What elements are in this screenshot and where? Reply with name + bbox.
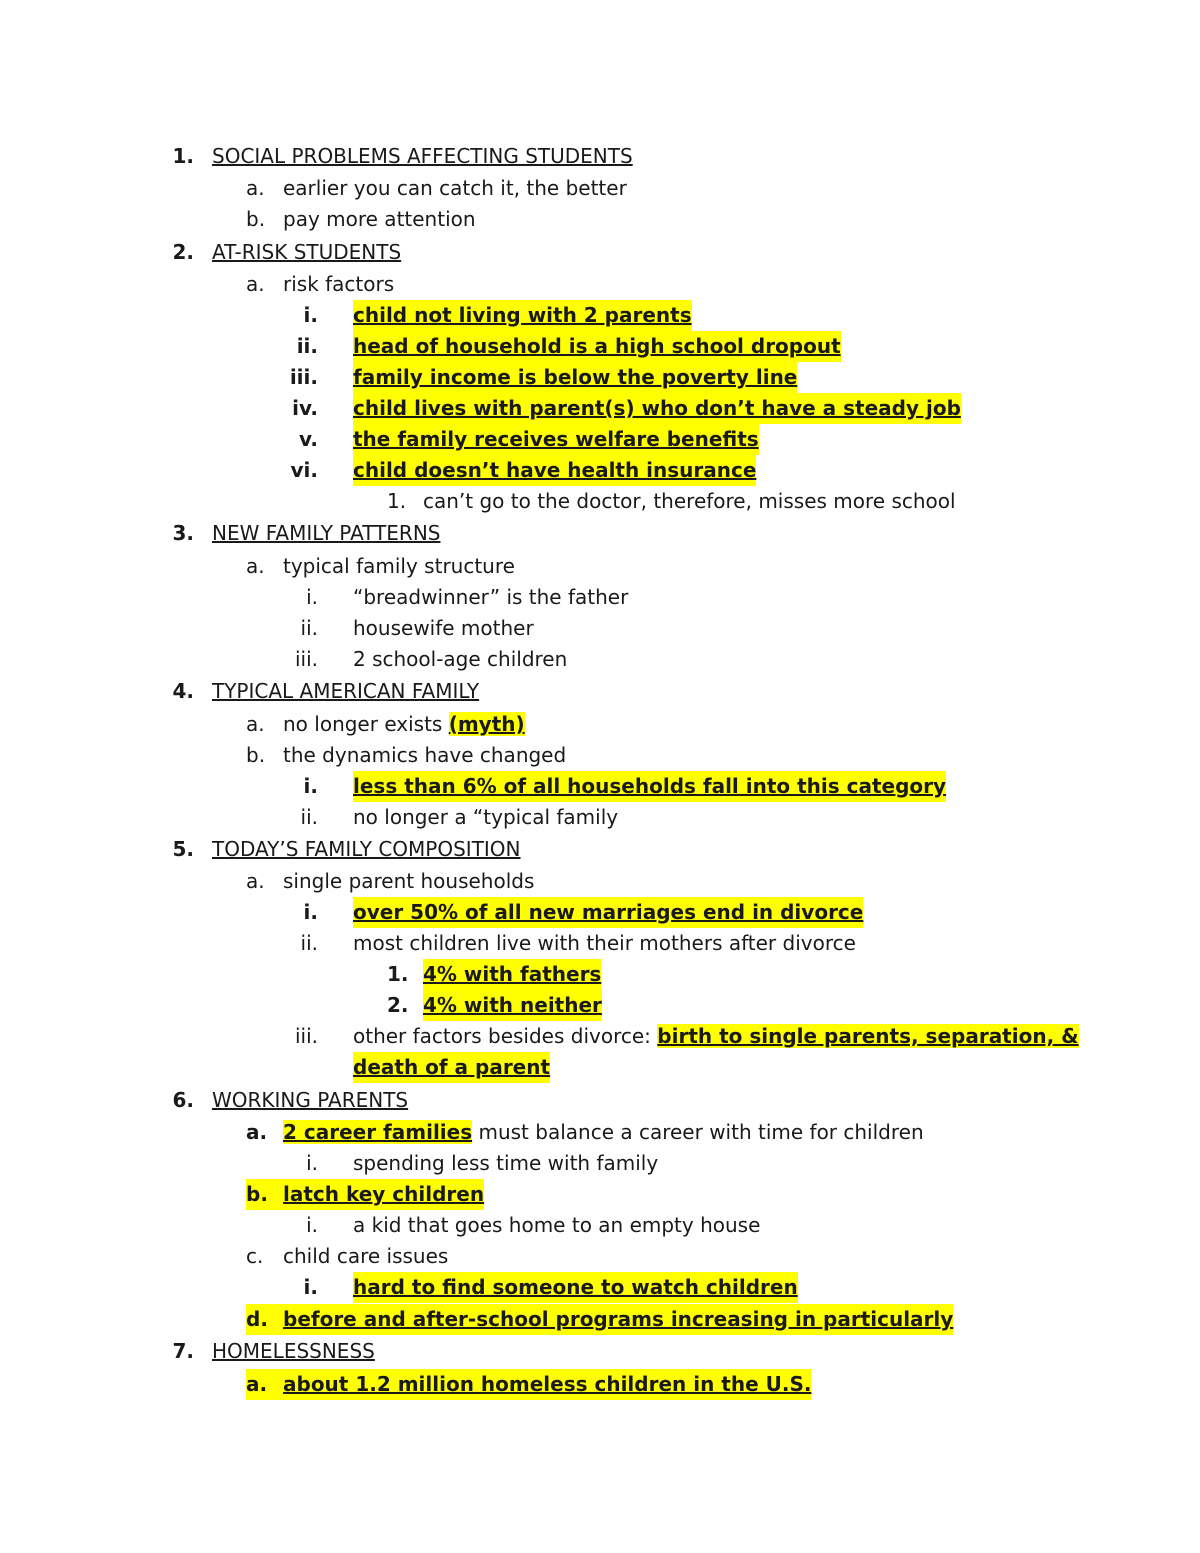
section-title: TODAY’S FAMILY COMPOSITION	[212, 837, 521, 861]
item-plain-text: no longer exists	[283, 712, 449, 736]
item-plain-text: other factors besides divorce:	[353, 1024, 658, 1048]
item-text	[353, 1021, 1079, 1052]
highlighted-text: latch key children	[283, 1179, 484, 1210]
item-marker: ii.	[300, 805, 318, 829]
highlighted-text: birth to single parents, separation, &	[657, 1024, 1079, 1048]
highlighted-text: about 1.2 million homeless children in the U.S.	[283, 1369, 811, 1400]
item-marker: b.	[246, 207, 266, 231]
section-title: NEW FAMILY PATTERNS	[212, 521, 441, 545]
highlighted-text: 4% with fathers	[423, 959, 601, 990]
section-number: 4.	[172, 679, 194, 703]
item-text: most children live with their mothers after divorce	[353, 931, 856, 955]
item-marker: b.	[246, 1179, 283, 1210]
highlighted-text: less than 6% of all households fall into this category	[353, 771, 946, 802]
item-text: 2 school-age children	[353, 647, 568, 671]
item-marker: b.	[246, 743, 266, 767]
highlighted-text: 2 career families	[283, 1120, 473, 1144]
item-text: can’t go to the doctor, therefore, misses more school	[423, 489, 956, 513]
highlighted-text: the family receives welfare benefits	[353, 424, 759, 455]
highlighted-text: head of household is a high school dropout	[353, 331, 841, 362]
item-text: child care issues	[283, 1244, 449, 1268]
item-marker: i.	[303, 1275, 318, 1299]
item-marker: ii.	[296, 334, 318, 358]
item-marker: a.	[246, 554, 265, 578]
highlighted-text: child doesn’t have health insurance	[353, 455, 756, 486]
item-marker: a.	[246, 1120, 268, 1144]
highlighted-text: child not living with 2 parents	[353, 300, 692, 331]
item-marker: a.	[246, 1369, 283, 1400]
section-title: WORKING PARENTS	[212, 1088, 409, 1112]
item-marker: a.	[246, 176, 265, 200]
highlighted-text: child lives with parent(s) who don’t have a steady job	[353, 393, 961, 424]
item-text: housewife mother	[353, 616, 534, 640]
item-marker: 1.	[387, 962, 409, 986]
item-marker: i.	[306, 1151, 318, 1175]
item-marker: i.	[303, 303, 318, 327]
section-number: 1.	[172, 144, 194, 168]
section-number: 6.	[172, 1088, 194, 1112]
item-text: “breadwinner” is the father	[353, 585, 629, 609]
item-marker: a.	[246, 272, 265, 296]
item-text: risk factors	[283, 272, 395, 296]
item-marker: v.	[298, 427, 318, 451]
item-marker: iii.	[294, 647, 318, 671]
section-number: 3.	[172, 521, 194, 545]
item-text: earlier you can catch it, the better	[283, 176, 627, 200]
item-marker: iii.	[289, 365, 318, 389]
item-text: the dynamics have changed	[283, 743, 567, 767]
item-text: no longer a “typical family	[353, 805, 619, 829]
highlighted-text: 4% with neither	[423, 990, 602, 1021]
item-marker: i.	[303, 900, 318, 924]
item-text: single parent households	[283, 869, 535, 893]
item-marker: a.	[246, 712, 265, 736]
item-marker: ii.	[300, 931, 318, 955]
item-marker: i.	[306, 585, 318, 609]
highlighted-text: family income is below the poverty line	[353, 362, 797, 393]
section-title: HOMELESSNESS	[212, 1339, 375, 1363]
item-text: typical family structure	[283, 554, 515, 578]
item-marker: vi.	[290, 458, 318, 482]
highlighted-text: (myth)	[448, 712, 525, 736]
item-marker: iii.	[294, 1024, 318, 1048]
item-marker: d.	[246, 1304, 283, 1335]
item-text: spending less time with family	[353, 1151, 659, 1175]
highlighted-text: over 50% of all new marriages end in divorce	[353, 897, 863, 928]
section-number: 7.	[172, 1339, 194, 1363]
item-marker: iv.	[292, 396, 318, 420]
item-text	[283, 1117, 924, 1148]
section-number: 5.	[172, 837, 194, 861]
item-marker: 2.	[387, 993, 409, 1017]
section-title: AT-RISK STUDENTS	[212, 240, 402, 264]
item-marker: a.	[246, 869, 265, 893]
item-marker: c.	[246, 1244, 264, 1268]
highlighted-text: before and after-school programs increasing in particularly	[283, 1304, 953, 1335]
item-text: pay more attention	[283, 207, 476, 231]
item-text: a kid that goes home to an empty house	[353, 1213, 761, 1237]
item-text	[283, 709, 525, 740]
item-marker: i.	[306, 1213, 318, 1237]
section-title: TYPICAL AMERICAN FAMILY	[212, 679, 480, 703]
item-marker: ii.	[300, 616, 318, 640]
item-marker: i.	[303, 774, 318, 798]
item-marker: 1.	[387, 489, 407, 513]
highlighted-text: hard to find someone to watch children	[353, 1272, 798, 1303]
highlighted-text: death of a parent	[353, 1052, 550, 1083]
section-title: SOCIAL PROBLEMS AFFECTING STUDENTS	[212, 144, 633, 168]
item-plain-text: must balance a career with time for children	[472, 1120, 924, 1144]
section-number: 2.	[172, 240, 194, 264]
